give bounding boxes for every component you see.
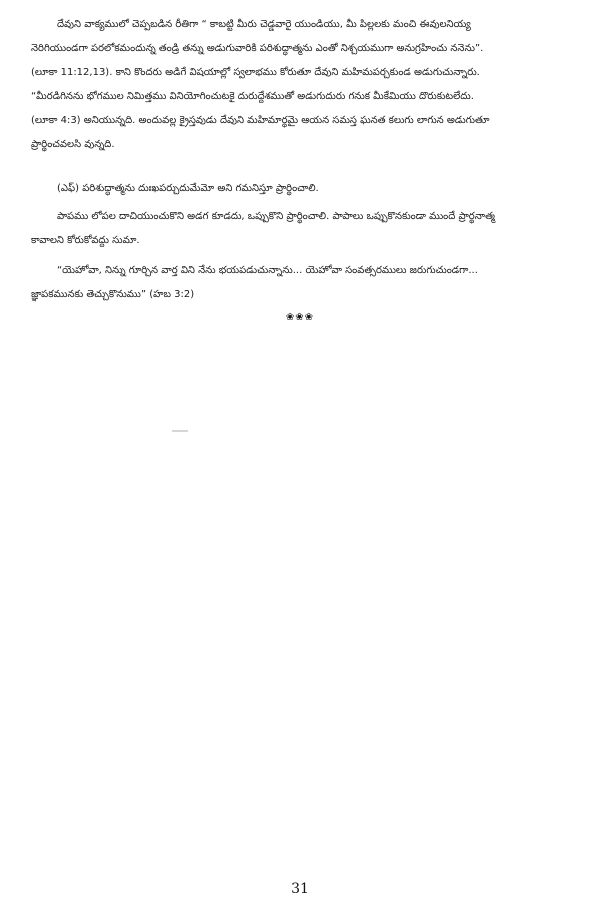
paragraph-prayer-for-holy-spirit: [31, 13, 576, 157]
text-line: జ్ఞాపకమునకు తెచ్చుకొనుము” (హబ 3:2): [31, 289, 195, 300]
text-line: ప్రార్థించవలసి వున్నది.: [31, 139, 115, 150]
text-line: “మీరడిగినను భోగముల నిమిత్తము వినియోగించుటకై దురుద్దేశముతో అడుగుదురు గనుక మీకేమియు దొరుకుటలేదు.: [31, 91, 474, 102]
page-number: 31: [291, 881, 309, 897]
text-line: కావాలని కోరుకోవద్దు సుమా.: [31, 235, 140, 246]
text-line: పాపము లోపల దాచియుంచుకొని అడగ కూడదు, ఒప్పుకొని ప్రార్థించాలి. పాపాలు ఒప్పుకొనకుండా ముందే ప్రార్థనాత్మ: [57, 211, 495, 222]
text-line: నెరిగియుండగా పరలోకమందున్న తండ్రి తన్ను అడుగువారికి పరిశుద్ధాత్మను ఎంతో నిశ్చయముగా అనుగ్రహించు ననెను”.: [31, 43, 484, 54]
text-line: (లూకా 11:12,13). కాని కొందరు అడిగే విషయాల్లో స్వలాభము కోరుతూ దేవుని మహిమపర్చకుండ అడుగుచున్నారు.: [31, 67, 480, 78]
paragraph-point-f: [31, 177, 576, 201]
text-line: దేవుని వాక్యములో చెప్పబడిన రీతిగా “ కాబట్టి మీరు చెడ్డవారై యుండియు, మీ పిల్లలకు మంచి ఈవులనియ్య: [57, 19, 471, 30]
text-line: (ఎఫ్) పరిశుద్ధాత్మను దుఃఖపర్చుదుమేమో అని గమనిస్తూ ప్రార్థించాలి.: [57, 183, 319, 194]
section-divider-ornament: ❀❀❀: [285, 312, 315, 323]
text-line: (లూకా 4:3) అనియున్నది. అందువల్ల క్రైస్తవుడు దేవుని మహిమార్థమై ఆయన సమస్త ఘనత కలుగు లాగున అడుగుతూ: [31, 115, 490, 126]
scan-artifact: [172, 430, 188, 432]
text-line: “యెహోవా, నిన్ను గూర్చిన వార్త విని నేను భయపడుచున్నాను... యెహోవా సంవత్సరములు జరుగుచుండగా...: [57, 265, 478, 276]
paragraph-habakkuk-quote: [31, 259, 576, 307]
paragraph-confess-sins: [31, 205, 576, 253]
